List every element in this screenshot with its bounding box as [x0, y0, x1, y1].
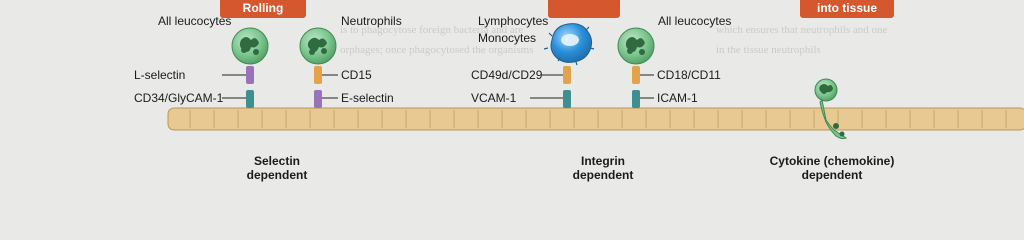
background-text: which ensures that neutrophils and one: [716, 24, 888, 36]
endothelium: [168, 108, 1024, 130]
stage-integrin-line-1: Integrin: [581, 154, 625, 168]
label-cd15: CD15: [341, 68, 372, 82]
label-cd34-glycam: CD34/GlyCAM-1: [134, 91, 224, 105]
receptor-cd15: [314, 66, 322, 84]
leucocyte-cell-2: [618, 28, 654, 64]
monocyte-cell: [544, 24, 594, 65]
label-cd18-cd11: CD18/CD11: [657, 68, 721, 82]
stage-selectin: [232, 154, 322, 182]
label-neutrophils: Neutrophils: [341, 14, 402, 28]
stage-cytokine-line-1: Cytokine (chemokine): [769, 154, 895, 168]
header-rolling: Rolling: [220, 0, 306, 18]
receptor-l-selectin: [246, 66, 254, 84]
receptor-icam: [632, 90, 640, 108]
label-e-selectin: E-selectin: [341, 91, 394, 105]
stage-cytokine: [762, 154, 902, 182]
receptor-vcam: [563, 90, 571, 108]
neutrophil-cell: [300, 28, 336, 64]
label-lymphocytes: Lymphocytes: [478, 14, 549, 28]
stage-cytokine-line-2: dependent: [801, 168, 863, 182]
stage-selectin-line-1: Selectin: [253, 154, 301, 168]
header-into-tissue: into tissue: [800, 0, 894, 18]
receptor-cd18-cd11: [632, 66, 640, 84]
label-vcam: VCAM-1: [471, 91, 517, 105]
receptor-e-selectin: [314, 90, 322, 108]
label-icam: ICAM-1: [657, 91, 698, 105]
label-cd49d-cd29: CD49d/CD29: [471, 68, 543, 82]
stage-integrin-line-2: dependent: [572, 168, 634, 182]
background-text: in the tissue neutrophils: [716, 44, 821, 56]
stage-integrin: [558, 154, 648, 182]
label-monocytes: Monocytes: [478, 31, 537, 45]
background-text: orphages; once phagocytosed the organisms: [340, 44, 534, 56]
background-text: is to phagocytose foreign bacteria and are: [340, 24, 524, 36]
receptor-cd34-glycam: [246, 90, 254, 108]
label-l-selectin: L-selectin: [134, 68, 186, 82]
label-all-leucocytes-2: All leucocytes: [658, 14, 732, 28]
stage-selectin-line-2: dependent: [246, 168, 308, 182]
leucocyte-cell-1: [232, 28, 268, 64]
label-all-leucocytes-1: All leucocytes: [158, 14, 232, 28]
receptor-cd49d-cd29: [563, 66, 571, 84]
